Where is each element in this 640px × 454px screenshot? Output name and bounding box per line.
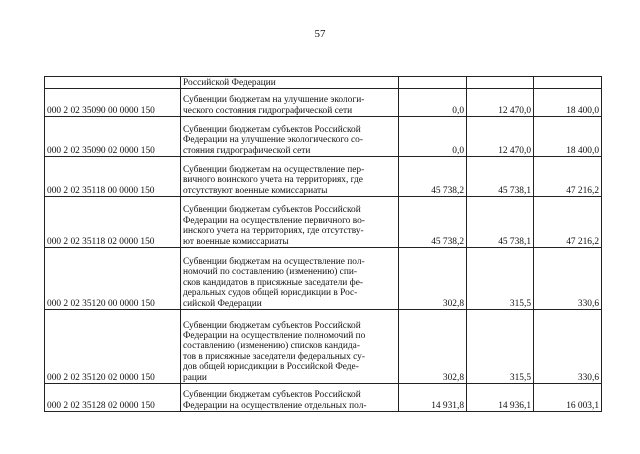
page-number: 57 bbox=[314, 28, 326, 40]
description-cell bbox=[181, 197, 399, 248]
description-line: составлению (изменению) списков кандида- bbox=[183, 341, 360, 352]
amount-cell-year-2: 12 470,0 bbox=[467, 89, 534, 117]
description-line: Субвенции бюджетам на осуществление пер- bbox=[183, 164, 365, 175]
amount-cell-year-1: 45 738,2 bbox=[399, 197, 467, 248]
table-row bbox=[45, 89, 602, 117]
description-line: стояния гидрографической сети bbox=[183, 145, 311, 156]
description-cell bbox=[181, 384, 399, 412]
amount-cell-year-2: 45 738,1 bbox=[467, 157, 534, 197]
description-cell bbox=[181, 89, 399, 117]
amount-cell-year-2: 12 470,0 bbox=[467, 117, 534, 157]
description-line: Субвенции бюджетам субъектов Российской bbox=[183, 320, 361, 331]
description-line: Федерации на осуществление первичного во- bbox=[183, 215, 365, 226]
description-line: Федерации на улучшение экологического со- bbox=[183, 135, 363, 146]
amount-cell-year-3: 18 400,0 bbox=[534, 117, 602, 157]
description-line: ческого состояния гидрографической сети bbox=[183, 105, 353, 116]
budget-code-cell: 000 2 02 35118 00 0000 150 bbox=[45, 157, 181, 197]
amount-cell-year-3: 16 003,1 bbox=[534, 384, 602, 412]
amount-cell-year-3 bbox=[534, 77, 602, 89]
amount-cell-year-3: 330,6 bbox=[534, 310, 602, 384]
description-line: Субвенции бюджетам субъектов Российской bbox=[183, 124, 361, 135]
description-line: номочий по составлению (изменению) спи- bbox=[183, 267, 357, 278]
description-cell bbox=[181, 248, 399, 310]
description-line: вичного воинского учета на территориях, где bbox=[183, 175, 363, 186]
description-line: деральных судов общей юрисдикции в Рос- bbox=[183, 288, 358, 299]
description-line: инского учета на территориях, где отсутству- bbox=[183, 226, 364, 237]
table-row bbox=[45, 197, 602, 248]
description-line: Субвенции бюджетам на улучшение экологи- bbox=[183, 95, 365, 106]
amount-cell-year-3: 330,6 bbox=[534, 248, 602, 310]
amount-cell-year-3: 18 400,0 bbox=[534, 89, 602, 117]
description-cell bbox=[181, 157, 399, 197]
description-line: сков кандидатов в присяжные заседатели фе- bbox=[183, 277, 363, 288]
budget-code-cell bbox=[45, 77, 181, 89]
budget-code-cell: 000 2 02 35120 00 0000 150 bbox=[45, 248, 181, 310]
description-cell bbox=[181, 77, 399, 89]
amount-cell-year-1: 302,8 bbox=[399, 310, 467, 384]
description-line: сийской Федерации bbox=[183, 298, 262, 309]
description-line: дов общей юрисдикции в Российской Феде- bbox=[183, 362, 359, 373]
table-row bbox=[45, 384, 602, 412]
amount-cell-year-2: 315,5 bbox=[467, 248, 534, 310]
budget-code-cell: 000 2 02 35090 02 0000 150 bbox=[45, 117, 181, 157]
table-row bbox=[45, 157, 602, 197]
amount-cell-year-2 bbox=[467, 77, 534, 89]
table-row bbox=[45, 77, 602, 89]
amount-cell-year-3: 47 216,2 bbox=[534, 197, 602, 248]
description-cell bbox=[181, 117, 399, 157]
amount-cell-year-1: 0,0 bbox=[399, 117, 467, 157]
description-line: Субвенции бюджетам на осуществление пол- bbox=[183, 256, 365, 267]
description-line: Федерации на осуществление полномочий по bbox=[183, 330, 366, 341]
description-line: тов в присяжные заседатели федеральных су- bbox=[183, 351, 365, 362]
amount-cell-year-1 bbox=[399, 77, 467, 89]
amount-cell-year-1: 302,8 bbox=[399, 248, 467, 310]
table-row bbox=[45, 310, 602, 384]
amount-cell-year-2: 45 738,1 bbox=[467, 197, 534, 248]
table-row bbox=[45, 248, 602, 310]
table-body bbox=[45, 77, 602, 412]
budget-code-cell: 000 2 02 35128 02 0000 150 bbox=[45, 384, 181, 412]
amount-cell-year-1: 0,0 bbox=[399, 89, 467, 117]
table-row bbox=[45, 117, 602, 157]
budget-code-cell: 000 2 02 35120 02 0000 150 bbox=[45, 310, 181, 384]
amount-cell-year-1: 45 738,2 bbox=[399, 157, 467, 197]
description-cell bbox=[181, 310, 399, 384]
description-line: Федерации на осуществление отдельных пол- bbox=[183, 400, 367, 411]
amount-cell-year-2: 315,5 bbox=[467, 310, 534, 384]
budget-code-cell: 000 2 02 35090 00 0000 150 bbox=[45, 89, 181, 117]
budget-code-cell: 000 2 02 35118 02 0000 150 bbox=[45, 197, 181, 248]
description-line: ют военные комиссариаты bbox=[183, 236, 289, 247]
amount-cell-year-1: 14 931,8 bbox=[399, 384, 467, 412]
description-line: отсутствуют военные комиссариаты bbox=[183, 185, 328, 196]
budget-table bbox=[44, 76, 602, 412]
description-line: Субвенции бюджетам субъектов Российской bbox=[183, 390, 361, 401]
amount-cell-year-3: 47 216,2 bbox=[534, 157, 602, 197]
description-line: Субвенции бюджетам субъектов Российской bbox=[183, 205, 361, 216]
description-line: рации bbox=[183, 372, 207, 383]
description-line: Российской Федерации bbox=[183, 77, 276, 88]
amount-cell-year-2: 14 936,1 bbox=[467, 384, 534, 412]
